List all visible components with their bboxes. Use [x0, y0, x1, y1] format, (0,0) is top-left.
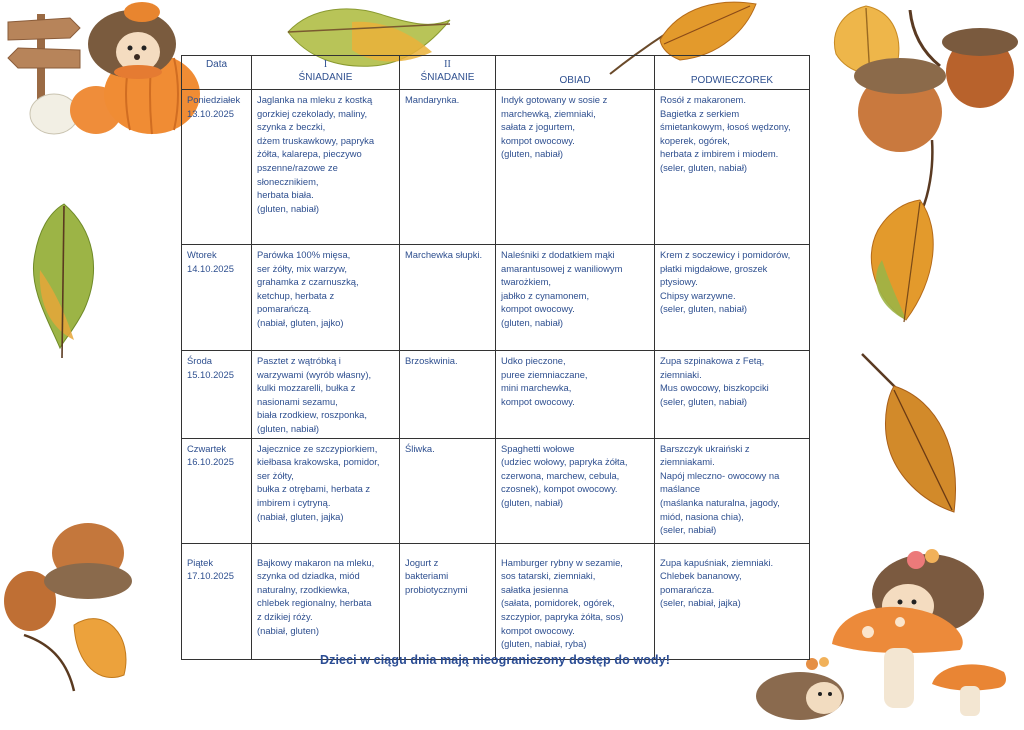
lunch-cell: Naleśniki z dodatkiem mąki amarantusowej z waniliowym twarożkiem, jabłko z cynamonem, kompot owocowy. (gluten, nabiał)	[496, 245, 655, 351]
snack-cell: Krem z soczewicy i pomidorów, płatki migdałowe, groszek ptysiowy. Chipsy warzywne. (seler, gluten, nabiał)	[655, 245, 810, 351]
breakfast-2-cell: Marchewka słupki.	[400, 245, 496, 351]
breakfast-2-cell: Śliwka.	[400, 438, 496, 543]
snack-cell: Rosół z makaronem. Bagietka z serkiem śmietankowym, łosoś wędzony, koperek, ogórek, herbata z imbirem i miodem. (seler, gluten, nabiał)	[655, 90, 810, 245]
day-cell	[182, 245, 252, 351]
header-lunch: OBIAD	[496, 56, 655, 90]
table-row	[182, 543, 810, 659]
breakfast-1-cell: Pasztet z wątróbką i warzywami (wyrób własny), kulki mozzarelli, bułka z nasionami sezamu, biała rzodkiew, roszponka, (gluten, nabiał)	[252, 351, 400, 439]
snack-cell: Zupa szpinakowa z Fetą, ziemniaki. Mus owocowy, biszkopciki (seler, gluten, nabiał)	[655, 351, 810, 439]
day-cell	[182, 543, 252, 659]
acorn-illustration	[850, 10, 1024, 155]
header-breakfast-2	[400, 56, 496, 90]
day-cell	[182, 90, 252, 245]
header-snack: PODWIECZOREK	[655, 56, 810, 90]
breakfast-2-cell: Brzoskwinia.	[400, 351, 496, 439]
snack-cell: Zupa kapuśniak, ziemniaki. Chlebek bananowy, pomarańcza. (seler, nabiał, jajka)	[655, 543, 810, 659]
header-breakfast-1	[252, 56, 400, 90]
oak-leaf-illustration	[858, 350, 966, 520]
weekly-menu-table	[181, 55, 810, 660]
breakfast-1-cell: Jaglanka na mleku z kostką gorzkiej czekolady, maliny, szynka z beczki, dżem truskawkowy, papryka żółta, kalarepa, pieczywo pszenne/razowe ze słonecznikiem, herbata biała. (gluten, nabiał)	[252, 90, 400, 245]
header-breakfast-2-number: II	[444, 59, 451, 70]
breakfast-1-cell: Jajecznice ze szczypiorkiem, kiełbasa krakowska, pomidor, ser żółty, bułka z otrębami, herbata z imbirem i cytryną. (nabiał, gluten, jajka)	[252, 438, 400, 543]
day-date: 16.10.2025	[187, 456, 234, 468]
day-date: 15.10.2025	[187, 368, 234, 380]
header-date: Data	[182, 56, 252, 90]
day-date: 17.10.2025	[187, 570, 234, 582]
table-row	[182, 438, 810, 543]
lunch-cell: Udko pieczone, puree ziemniaczane, mini marchewka, kompot owocowy.	[496, 351, 655, 439]
breakfast-2-cell: Mandarynka.	[400, 90, 496, 245]
lunch-cell: Indyk gotowany w sosie z marchewką, ziemniaki, sałata z jogurtem, kompot owocowy. (gluten, nabiał)	[496, 90, 655, 245]
day-name: Piątek	[187, 556, 214, 568]
table-row	[182, 351, 810, 439]
day-cell	[182, 438, 252, 543]
oak-leaf-illustration	[24, 200, 104, 360]
hedgehog-on-mushroom-illustration	[828, 546, 1024, 730]
table-row	[182, 90, 810, 245]
oak-leaf-illustration	[862, 140, 942, 330]
day-date: 13.10.2025	[187, 107, 234, 119]
table-row	[182, 245, 810, 351]
header-breakfast-1-number: I	[323, 59, 328, 70]
water-note: Dzieci w ciągu dnia mają nieograniczony dostęp do wody!	[319, 653, 670, 667]
day-cell	[182, 351, 252, 439]
lunch-cell: Spaghetti wołowe (udziec wołowy, papryka żółta, czerwona, marchew, cebula, czosnek), kompot owocowy. (gluten, nabiał)	[496, 438, 655, 543]
acorn-illustration	[4, 515, 144, 695]
breakfast-1-cell: Parówka 100% mięsa, ser żółty, mix warzyw, grahamka z czarnuszką, ketchup, herbata z pomarańczą. (nabiał, gluten, jajko)	[252, 245, 400, 351]
header-breakfast-2-label: ŚNIADANIE	[420, 72, 475, 83]
day-name: Poniedziałek	[187, 94, 241, 105]
breakfast-1-cell: Bajkowy makaron na mleku, szynka od dziadka, miód naturalny, rzodkiewka, chlebek regionalny, herbata z dzikiej róży. (nabiał, gluten)	[252, 543, 400, 659]
breakfast-2-cell: Jogurt z bakteriami probiotycznymi	[400, 543, 496, 659]
hedgehog-with-pumpkins-illustration	[14, 2, 204, 137]
lunch-cell: Hamburger rybny w sezamie, sos tatarski, ziemniaki, sałatka jesienna (sałata, pomidorek, ogórek, szczypior, papryka żółta, sos) kompot owocowy. (gluten, nabiał, ryba)	[496, 543, 655, 659]
day-name: Środa	[187, 355, 213, 366]
day-date: 14.10.2025	[187, 262, 234, 274]
day-name: Czwartek	[187, 442, 227, 454]
header-breakfast-1-label: ŚNIADANIE	[298, 72, 353, 83]
day-name: Wtorek	[187, 249, 217, 260]
snack-cell: Barszczyk ukraiński z ziemniakami. Napój mleczno- owocowy na maślance (maślanka naturalna, jagody, miód, nasiona chia), (seler, nabiał)	[655, 438, 810, 543]
